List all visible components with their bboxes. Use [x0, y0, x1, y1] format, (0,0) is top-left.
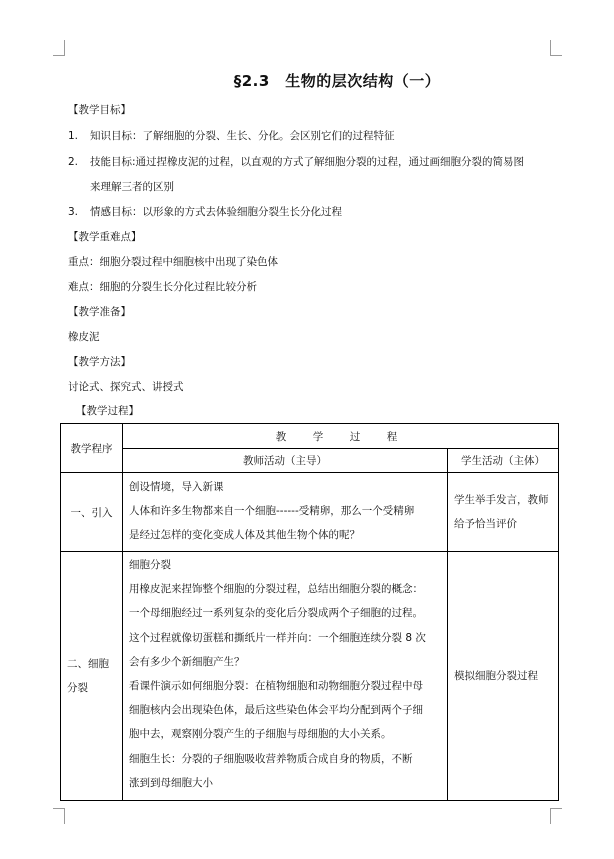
- row-student-activity: [448, 552, 559, 801]
- header-program: 教学程序: [61, 424, 123, 473]
- corner-mark-top-left: [53, 40, 65, 56]
- text-line: 给予恰当评价: [454, 518, 517, 530]
- row-student-activity: [448, 473, 559, 552]
- preparation-text: 橡皮泥: [68, 331, 100, 343]
- header-teacher-activity: 教师活动（主导）: [123, 449, 448, 473]
- objective-text: 情感目标：以形象的方式去体验细胞分裂生长分化过程: [90, 206, 342, 218]
- objective-item-1: [68, 128, 395, 143]
- objective-number: 2.: [68, 156, 79, 168]
- text-line: 涨到到母细胞大小: [129, 776, 213, 789]
- methods-heading: 【教学方法】: [68, 356, 131, 368]
- objective-text: 技能目标:通过捏橡皮泥的过程，以直观的方式了解细胞分裂的过程，通过画细胞分裂的简易图: [90, 156, 525, 168]
- table-row: [61, 473, 559, 552]
- teaching-process-table: [60, 423, 559, 801]
- key-point: 重点：细胞分裂过程中细胞核中出现了染色体: [68, 256, 278, 268]
- text-line: 创设情境，导入新课: [129, 481, 224, 493]
- preparation-heading: 【教学准备】: [68, 306, 131, 318]
- corner-mark-bottom-left: [53, 808, 65, 824]
- objective-item-3: [68, 204, 342, 219]
- header-process: 教 学 过 程: [123, 424, 559, 449]
- objective-text: 知识目标：了解细胞的分裂、生长、分化。会区别它们的过程特征: [90, 130, 395, 142]
- corner-mark-bottom-right: [550, 808, 562, 824]
- header-student-activity: 学生活动（主体）: [448, 449, 559, 473]
- text-line: 模拟细胞分裂过程: [454, 670, 538, 682]
- corner-mark-top-right: [550, 40, 562, 56]
- text-line: 一个母细胞经过一系列复杂的变化后分裂成两个子细胞的过程。: [129, 607, 423, 620]
- objective-number: 3.: [68, 206, 79, 218]
- text-line: 细胞分裂: [129, 559, 171, 571]
- text-line: 这个过程就像切蛋糕和撕纸片一样并向：一个细胞连续分裂 8 次: [129, 631, 426, 644]
- text-line: 用橡皮泥来捏饰整个细胞的分裂过程，总结出细胞分裂的概念：: [129, 583, 423, 596]
- text-line: 会有多少个新细胞产生？: [129, 655, 245, 668]
- row-program: 一、引入: [61, 473, 123, 552]
- text-line: 二、细胞: [67, 658, 109, 670]
- row-teacher-activity: [123, 473, 448, 552]
- text-line: 细胞生长：分裂的子细胞吸收营养物质合成自身的物质，不断: [129, 752, 413, 765]
- text-line: 看课件演示如何细胞分裂：在植物细胞和动物细胞分裂过程中母: [129, 680, 423, 693]
- table-row: [61, 552, 559, 801]
- methods-text: 讨论式、探究式、讲授式: [68, 381, 184, 393]
- text-line: 人体和许多生物都来自一个细胞------受精卵，那么一个受精卵: [129, 505, 415, 517]
- objective-number: 1.: [68, 130, 79, 142]
- text-line: 胞中去，观察刚分裂产生的子细胞与母细胞的大小关系。: [129, 728, 392, 741]
- keypoints-heading: 【教学重难点】: [68, 231, 142, 243]
- row-teacher-activity: [123, 552, 448, 801]
- text-line: 学生举手发言，教师: [454, 494, 549, 506]
- table-header-row: [61, 424, 559, 449]
- difficult-point: 难点：细胞的分裂生长分化过程比较分析: [68, 281, 257, 293]
- text-line: 是经过怎样的变化变成人体及其他生物个体的呢？: [129, 529, 360, 541]
- row-program: [61, 552, 123, 801]
- objective-item-2-continued: 来理解三者的区别: [90, 181, 174, 193]
- text-line: 细胞核内会出现染色体，最后这些染色体会平均分配到两个子细: [129, 704, 423, 717]
- objectives-heading: 【教学目标】: [68, 104, 131, 116]
- page-title: §2.3 生物的层次结构（一）: [233, 72, 441, 90]
- text-line: 分裂: [67, 682, 88, 694]
- objective-item-2: [68, 154, 524, 169]
- process-heading: 【教学过程】: [76, 405, 139, 417]
- table-subheader-row: [61, 449, 559, 473]
